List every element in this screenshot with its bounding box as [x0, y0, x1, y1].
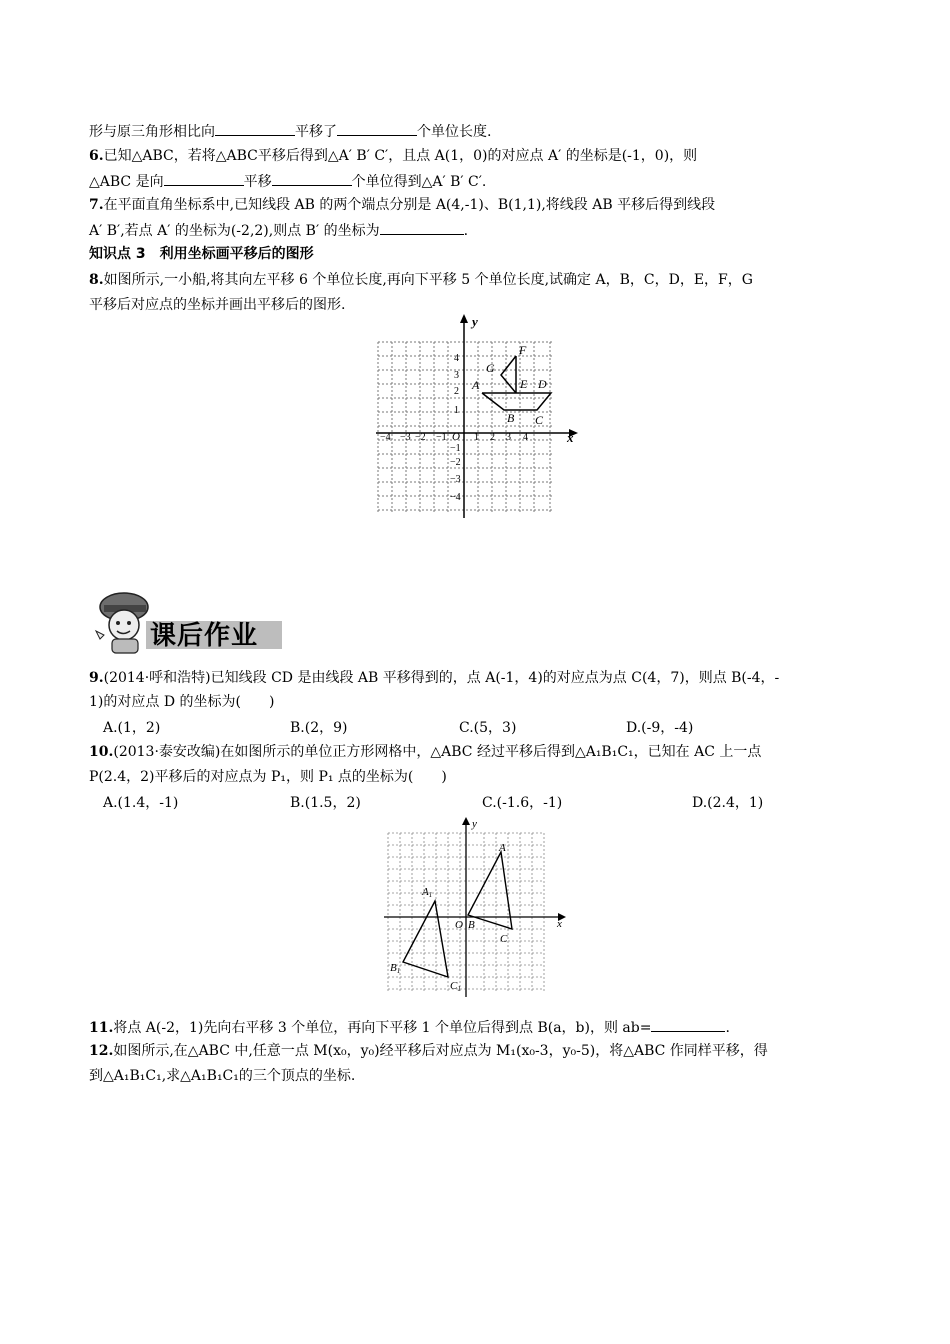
q11-blank[interactable]	[651, 1018, 725, 1032]
q10-number: 10.	[89, 744, 114, 760]
q8-line1	[89, 272, 753, 288]
x-axis-label: x	[557, 918, 562, 930]
q7-text: 在平面直角坐标系中,已知线段 AB 的两个端点分别是 A(4,-1)、B(1,1),将线段 AB 平移后得到线段	[103, 197, 716, 213]
q8-number: 8.	[89, 272, 104, 288]
q5-text-c: 个单位长度.	[417, 124, 492, 140]
point-label-c: C	[500, 933, 508, 945]
point-label-f: F	[519, 343, 527, 357]
q11-number: 11.	[89, 1020, 114, 1036]
q9-text-2: 1)的对应点 D 的坐标为( )	[89, 694, 275, 710]
y-axis-label: y	[472, 818, 477, 830]
grid	[378, 342, 552, 514]
q6-text-c: 个单位得到△A′ B′ C′.	[351, 174, 487, 190]
q12-text: 如图所示,在△ABC 中,任意一点 M(x₀，y₀)经平移后对应点为 M₁(x₀-3，y₀-5)，将△ABC 作同样平移，得	[113, 1043, 768, 1059]
q6-text-a: △ABC 是向	[89, 174, 164, 190]
q9-text: (2014·呼和浩特)已知线段 CD 是由线段 AB 平移得到的，点 A(-1，4)的对应点为点 C(4，7)，则点 B(-4，-	[103, 670, 780, 686]
q10-option-b[interactable]: B.(1.5，2)	[290, 795, 361, 811]
q8-line2	[89, 297, 345, 313]
triangle-translation-figure	[380, 815, 575, 1000]
q6-blank-distance[interactable]	[272, 172, 352, 186]
q9-line2	[89, 694, 274, 710]
section-heading: 知识点 3 利用坐标画平移后的图形	[89, 246, 314, 262]
x-tick: −4	[380, 432, 391, 443]
y-tick: 3	[454, 370, 459, 381]
homework-banner	[90, 585, 286, 657]
q12-line1	[89, 1043, 768, 1059]
y-axis-label: y	[472, 314, 478, 329]
q5-text-b: 平移了	[295, 124, 337, 140]
q9-number: 9.	[89, 670, 104, 686]
q9-option-c[interactable]: C.(5，3)	[459, 720, 517, 736]
q5-blank-distance[interactable]	[337, 122, 417, 136]
axes	[384, 817, 566, 997]
q12-line2	[89, 1068, 355, 1084]
q6-line2	[89, 172, 486, 190]
q6-number: 6.	[89, 148, 104, 164]
q11-text-a: 将点 A(-2，1)先向右平移 3 个单位，再向下平移 1 个单位后得到点 B(a，b)，则 ab=	[113, 1020, 652, 1036]
q10-text: (2013·泰安改编)在如图所示的单位正方形网格中，△ABC 经过平移后得到△A₁B₁C₁，已知在 AC 上一点	[113, 744, 762, 760]
y-tick: −4	[450, 492, 461, 503]
y-tick-labels	[450, 353, 461, 503]
y-tick: −2	[450, 457, 461, 468]
x-tick: −1	[436, 432, 447, 443]
q7-blank[interactable]	[380, 221, 464, 235]
q11-line	[89, 1018, 730, 1036]
x-tick: 4	[523, 432, 528, 443]
x-tick: −3	[400, 432, 411, 443]
q6-text: 已知△ABC，若将△ABC平移后得到△A′ B′ C′，且点 A(1，0)的对应点 A′ 的坐标是(-1，0)，则	[103, 148, 698, 164]
q7-text-b: .	[463, 223, 469, 239]
y-tick: 4	[454, 353, 459, 364]
point-label-d: D	[538, 377, 547, 391]
q6-blank-direction[interactable]	[164, 172, 244, 186]
q9-option-a[interactable]: A.(1，2)	[103, 720, 161, 736]
q12-number: 12.	[89, 1043, 114, 1059]
boat-sail	[501, 356, 516, 393]
point-label-g: G	[486, 361, 495, 375]
q10-line2	[89, 769, 447, 785]
q9-option-d[interactable]: D.(-9，-4)	[626, 720, 694, 736]
y-tick: 2	[454, 386, 459, 397]
q6-text-b: 平移	[243, 174, 272, 190]
q9-option-b[interactable]: B.(2，9)	[290, 720, 348, 736]
y-tick: −1	[450, 443, 461, 454]
origin-label: O	[455, 919, 463, 931]
point-label-b1: B1	[390, 962, 401, 975]
q7-line2	[89, 221, 468, 239]
point-label-c: C	[535, 413, 544, 427]
q7-number: 7.	[89, 197, 104, 213]
q10-option-a[interactable]: A.(1.4，-1)	[103, 795, 179, 811]
q7-text-a: A′ B′,若点 A′ 的坐标为(-2,2),则点 B′ 的坐标为	[89, 223, 380, 239]
q8-text-2: 平移后对应点的坐标并画出平移后的图形.	[89, 297, 346, 313]
q6-line1	[89, 148, 697, 164]
q8-text: 如图所示,一小船,将其向左平移 6 个单位长度,再向下平移 5 个单位长度,试确定 A，B，C，D，E，F，G	[103, 272, 753, 288]
q10-text-2: P(2.4，2)平移后的对应点为 P₁，则 P₁ 点的坐标为( )	[89, 769, 447, 785]
q5-line	[89, 122, 491, 140]
point-label-b: B	[507, 411, 515, 425]
q12-text-2: 到△A₁B₁C₁,求△A₁B₁C₁的三个顶点的坐标.	[89, 1068, 356, 1084]
boat-coordinate-figure	[370, 312, 590, 522]
x-tick: −2	[415, 432, 426, 443]
x-axis-label: x	[567, 430, 574, 445]
q7-line1	[89, 197, 715, 213]
origin-label: O	[452, 431, 460, 443]
point-label-b: B	[468, 919, 475, 931]
y-tick: −3	[450, 474, 461, 485]
banner-title: 课后作业	[150, 621, 259, 651]
q11-text-b: .	[725, 1020, 730, 1036]
q10-option-d[interactable]: D.(2.4，1)	[692, 795, 764, 811]
point-label-c1: C1	[450, 980, 461, 993]
point-label-a: A	[499, 842, 506, 854]
q9-line1	[89, 670, 779, 686]
point-label-a1: A1	[422, 886, 433, 899]
triangle-a1b1c1	[403, 901, 448, 977]
x-tick: 3	[506, 432, 511, 443]
q5-blank-direction[interactable]	[215, 122, 295, 136]
q10-option-c[interactable]: C.(-1.6，-1)	[482, 795, 563, 811]
q5-text-a: 形与原三角形相比向	[89, 124, 215, 140]
point-label-a: A	[472, 378, 480, 392]
x-tick: 2	[490, 432, 495, 443]
point-label-e: E	[520, 377, 528, 391]
y-tick: 1	[454, 405, 459, 416]
q10-line1	[89, 744, 761, 760]
x-tick: 1	[474, 432, 479, 443]
